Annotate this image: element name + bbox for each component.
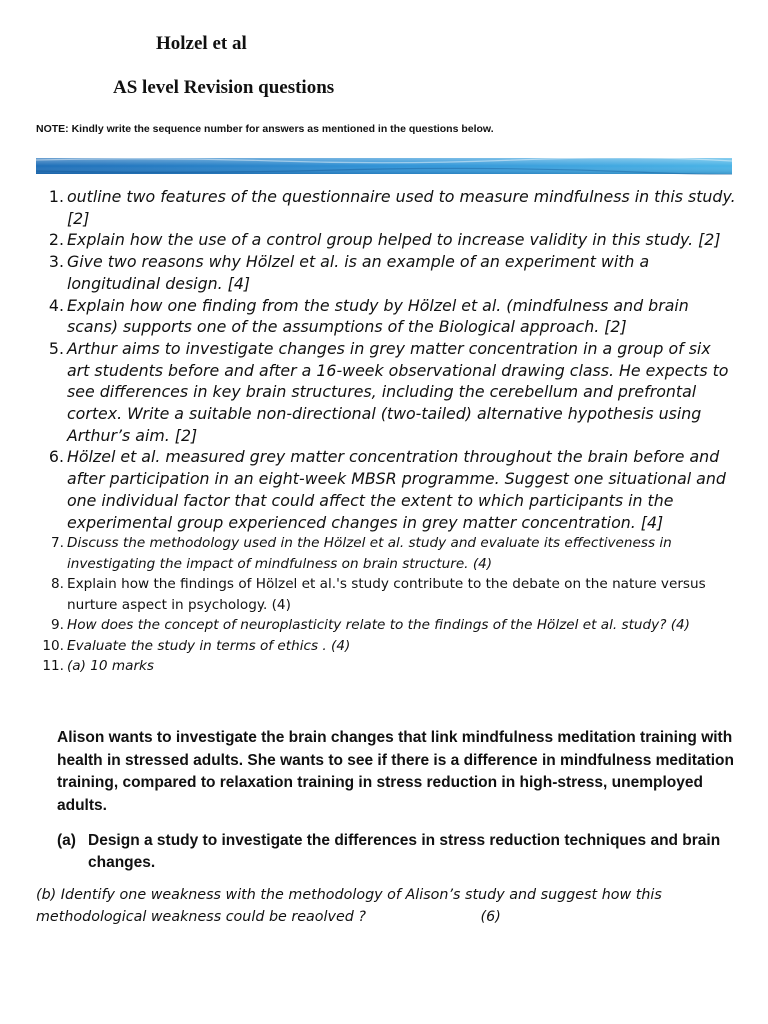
- question-text: (a) 10 marks: [67, 658, 154, 675]
- question-item: [36, 446, 736, 533]
- question-number: 5.: [48, 338, 64, 358]
- question-number: 3.: [48, 252, 64, 272]
- document-title: Holzel et al: [156, 33, 247, 54]
- part-b: [36, 884, 736, 928]
- question-item: [36, 574, 736, 615]
- question-number: 8.: [51, 576, 64, 593]
- question-item: [36, 186, 736, 229]
- question-number: 10.: [42, 637, 64, 654]
- question-text: Explain how the findings of Hölzel et al.'s study contribute to the debate on the nature versus nurture aspect in psychology. (4): [67, 576, 706, 613]
- part-a: [57, 830, 734, 874]
- question-text: Hölzel et al. measured grey matter concentration throughout the brain before and after participation in an eight-week MBSR programme. Suggest one situational and one individual factor that could affect the extent to which participants in the experimental group experienced changes in grey matter concentration. [4]: [67, 447, 726, 532]
- question-item: [36, 533, 736, 574]
- question-text: Evaluate the study in terms of ethics . (4): [67, 637, 351, 654]
- question-text: Give two reasons why Hölzel et al. is an example of an experiment with a longitudinal design. [4]: [67, 252, 650, 293]
- part-b-text: (b) Identify one weakness with the methodology of Alison’s study and suggest how this methodological weakness could be reaolved ?: [36, 887, 662, 925]
- question-number: 4.: [48, 295, 64, 315]
- question-item: [36, 615, 736, 636]
- question-item: [36, 295, 736, 338]
- question-text: Discuss the methodology used in the Hölzel et al. study and evaluate its effectiveness in investigating the impact of mindfulness on brain structure. (4): [67, 535, 672, 572]
- instructions-note: NOTE: Kindly write the sequence number for answers as mentioned in the questions below.: [36, 123, 494, 135]
- document-subtitle: AS level Revision questions: [113, 77, 335, 98]
- decorative-banner: [36, 157, 732, 175]
- question-number: 7.: [51, 535, 64, 552]
- question-item: [36, 229, 736, 251]
- question-number: 11.: [42, 658, 64, 675]
- question-item: [36, 636, 736, 657]
- question-text: Explain how the use of a control group helped to increase validity in this study. [2]: [67, 230, 721, 250]
- part-a-label: (a): [57, 832, 76, 849]
- question-item: [36, 251, 736, 294]
- part-b-marks: (6): [480, 909, 501, 925]
- question-number: 2.: [48, 230, 64, 250]
- question-item: [36, 338, 736, 447]
- question-text: Explain how one finding from the study by Hölzel et al. (mindfulness and brain scans) supports one of the assumptions of the Biological approach. [2]: [67, 295, 689, 337]
- question-text: How does the concept of neuroplasticity relate to the findings of the Hölzel et al. study? (4): [67, 617, 690, 634]
- question-list: [36, 186, 736, 677]
- question-number: 9.: [51, 617, 64, 634]
- part-a-text: Design a study to investigate the differences in stress reduction techniques and brain changes.: [88, 832, 721, 871]
- question-text: Arthur aims to investigate changes in grey matter concentration in a group of six art students before and after a 16-week observational drawing class. He expects to see differences in key brain structures, including the cerebellum and prefrontal cortex. Write a suitable non-directional (two-tailed) alternative hypothesis using Arthur’s aim. [2]: [67, 338, 729, 445]
- case-study-block: [57, 727, 737, 874]
- case-study-text: Alison wants to investigate the brain changes that link mindfulness meditation training with health in stressed adults. She wants to see if there is a difference in mindfulness meditation training, compared to relaxation training in stress reduction in high-stress, unemployed adults.: [57, 729, 734, 814]
- question-number: 6.: [48, 447, 64, 467]
- question-number: 1.: [48, 187, 64, 206]
- question-text: outline two features of the questionnaire used to measure mindfulness in this study. [2]: [67, 187, 736, 228]
- question-item: [36, 656, 736, 677]
